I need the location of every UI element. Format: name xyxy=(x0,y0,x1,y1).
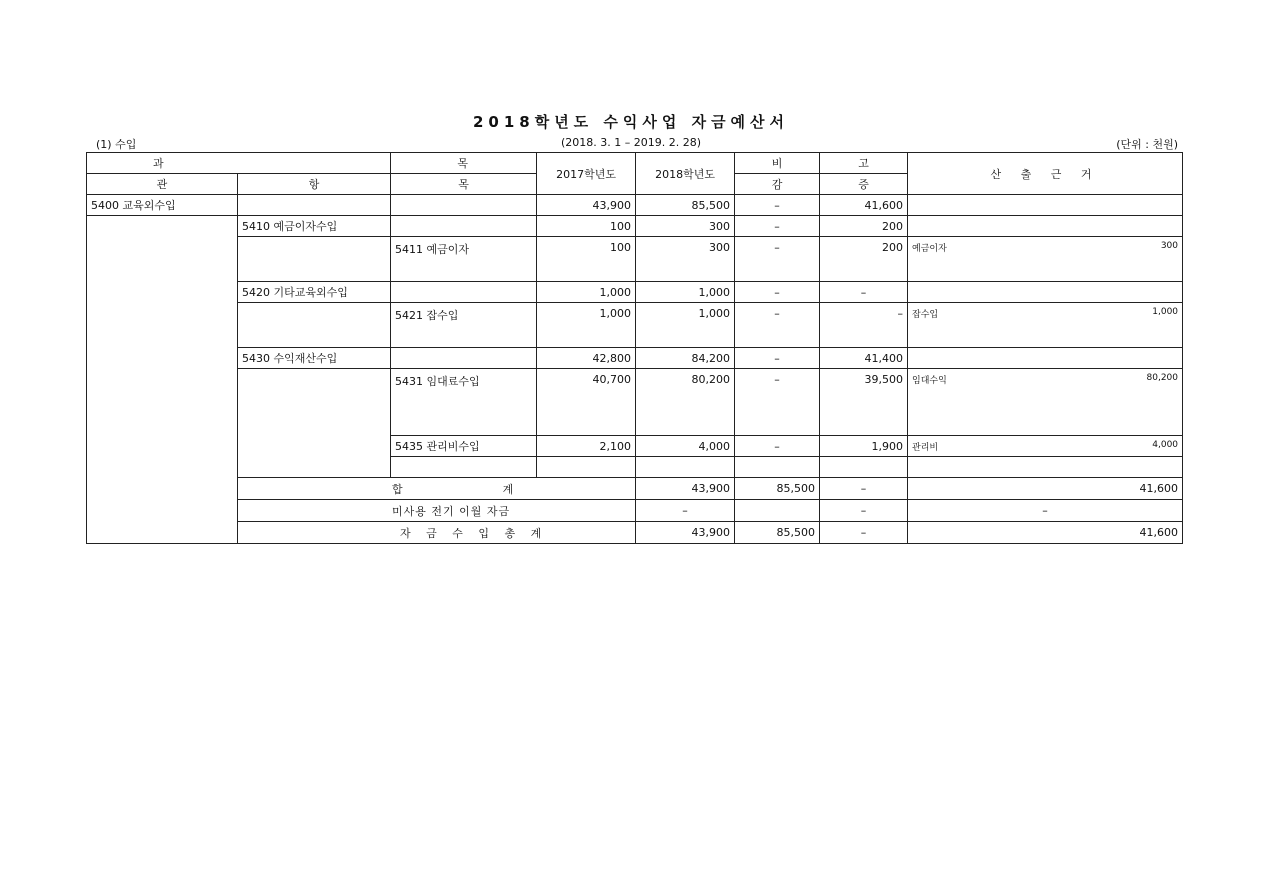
amount-increase: 200 xyxy=(820,237,908,282)
amount-2017: 43,900 xyxy=(636,522,735,544)
section-label: (1) 수입 xyxy=(96,138,137,151)
amount-2018: 300 xyxy=(636,216,735,237)
table-row xyxy=(87,369,1183,436)
amount-increase: – xyxy=(820,303,908,348)
amount-increase: 41,600 xyxy=(820,195,908,216)
amount-decrease: – xyxy=(735,195,820,216)
amount-2017: 1,000 xyxy=(537,303,636,348)
amount-2018: 4,000 xyxy=(636,436,735,457)
amount-2017: 43,900 xyxy=(537,195,636,216)
table-row xyxy=(87,195,1183,216)
amount-decrease: – xyxy=(735,348,820,369)
hang-cell: 5410 예금이자수입 xyxy=(238,216,391,237)
amount-2018: 85,500 xyxy=(636,195,735,216)
amount-decrease: – xyxy=(820,478,908,500)
mok-cell: 5421 잡수입 xyxy=(391,303,537,348)
total-row-unused xyxy=(87,500,1183,522)
header-row-1 xyxy=(87,153,1183,174)
header-2017: 2017학년도 xyxy=(537,153,636,195)
header-hang: 항 xyxy=(238,174,391,195)
header-gam: 감 xyxy=(735,174,820,195)
sum-label: 합 계 xyxy=(238,478,636,500)
amount-decrease: – xyxy=(735,369,820,436)
amount-2018: 85,500 xyxy=(735,478,820,500)
amount-decrease: – xyxy=(735,237,820,282)
amount-increase: – xyxy=(908,500,1183,522)
header-mok: 목 xyxy=(391,174,537,195)
header-mok-top: 목 xyxy=(391,153,537,174)
total-row-sum xyxy=(87,478,1183,500)
amount-2018: 1,000 xyxy=(636,303,735,348)
amount-decrease: – xyxy=(735,282,820,303)
amount-2018: 300 xyxy=(636,237,735,282)
amount-increase: 41,400 xyxy=(820,348,908,369)
budget-table xyxy=(86,152,1183,544)
amount-decrease: – xyxy=(820,500,908,522)
amount-2017: 43,900 xyxy=(636,478,735,500)
header-go: 고 xyxy=(820,153,908,174)
header-2018: 2018학년도 xyxy=(636,153,735,195)
table-row xyxy=(87,348,1183,369)
amount-2017: 42,800 xyxy=(537,348,636,369)
amount-decrease: – xyxy=(735,303,820,348)
table-row xyxy=(87,216,1183,237)
amount-2018: 80,200 xyxy=(636,369,735,436)
amount-2018: 1,000 xyxy=(636,282,735,303)
basis-cell: 잡수입 1,000 xyxy=(908,303,1183,348)
amount-2017: 2,100 xyxy=(537,436,636,457)
header-bi: 비 xyxy=(735,153,820,174)
amount-increase: 41,600 xyxy=(908,522,1183,544)
page-title: 2018학년도 수익사업 자금예산서 xyxy=(472,113,790,131)
gwan-cell: 5400 교육외수입 xyxy=(87,195,238,216)
basis-cell: 관리비 4,000 xyxy=(908,436,1183,457)
table-row xyxy=(87,282,1183,303)
grand-label: 자 금 수 입 총 계 xyxy=(238,522,636,544)
basis-cell: 임대수익 80,200 xyxy=(908,369,1183,436)
amount-decrease: – xyxy=(735,216,820,237)
total-row-grand xyxy=(87,522,1183,544)
mok-cell: 5431 임대료수입 xyxy=(391,369,537,436)
gwan-span-cell xyxy=(87,216,238,544)
amount-decrease: – xyxy=(820,522,908,544)
hang-cell: 5430 수익재산수입 xyxy=(238,348,391,369)
header-gwa: 과 xyxy=(87,153,391,174)
amount-increase: 1,900 xyxy=(820,436,908,457)
amount-2017: 100 xyxy=(537,216,636,237)
amount-2017: 100 xyxy=(537,237,636,282)
unit-label: (단위 : 천원) xyxy=(1116,138,1178,151)
period-label: (2018. 3. 1 – 2019. 2. 28) xyxy=(560,136,702,149)
amount-increase: 39,500 xyxy=(820,369,908,436)
amount-2018: 84,200 xyxy=(636,348,735,369)
header-basis: 산 출 근 거 xyxy=(908,153,1183,195)
hang-cell: 5420 기타교육외수입 xyxy=(238,282,391,303)
amount-increase: – xyxy=(820,282,908,303)
mok-cell: 5435 관리비수입 xyxy=(391,436,537,457)
mok-cell: 5411 예금이자 xyxy=(391,237,537,282)
amount-2017: – xyxy=(636,500,735,522)
header-jeung: 증 xyxy=(820,174,908,195)
amount-increase: 200 xyxy=(820,216,908,237)
table-row xyxy=(87,237,1183,282)
unused-label: 미사용 전기 이월 자금 xyxy=(238,500,636,522)
header-gwan: 관 xyxy=(87,174,238,195)
amount-2017: 40,700 xyxy=(537,369,636,436)
amount-increase: 41,600 xyxy=(908,478,1183,500)
table-row xyxy=(87,303,1183,348)
amount-2018: 85,500 xyxy=(735,522,820,544)
amount-2017: 1,000 xyxy=(537,282,636,303)
basis-cell: 예금이자 300 xyxy=(908,237,1183,282)
amount-decrease: – xyxy=(735,436,820,457)
